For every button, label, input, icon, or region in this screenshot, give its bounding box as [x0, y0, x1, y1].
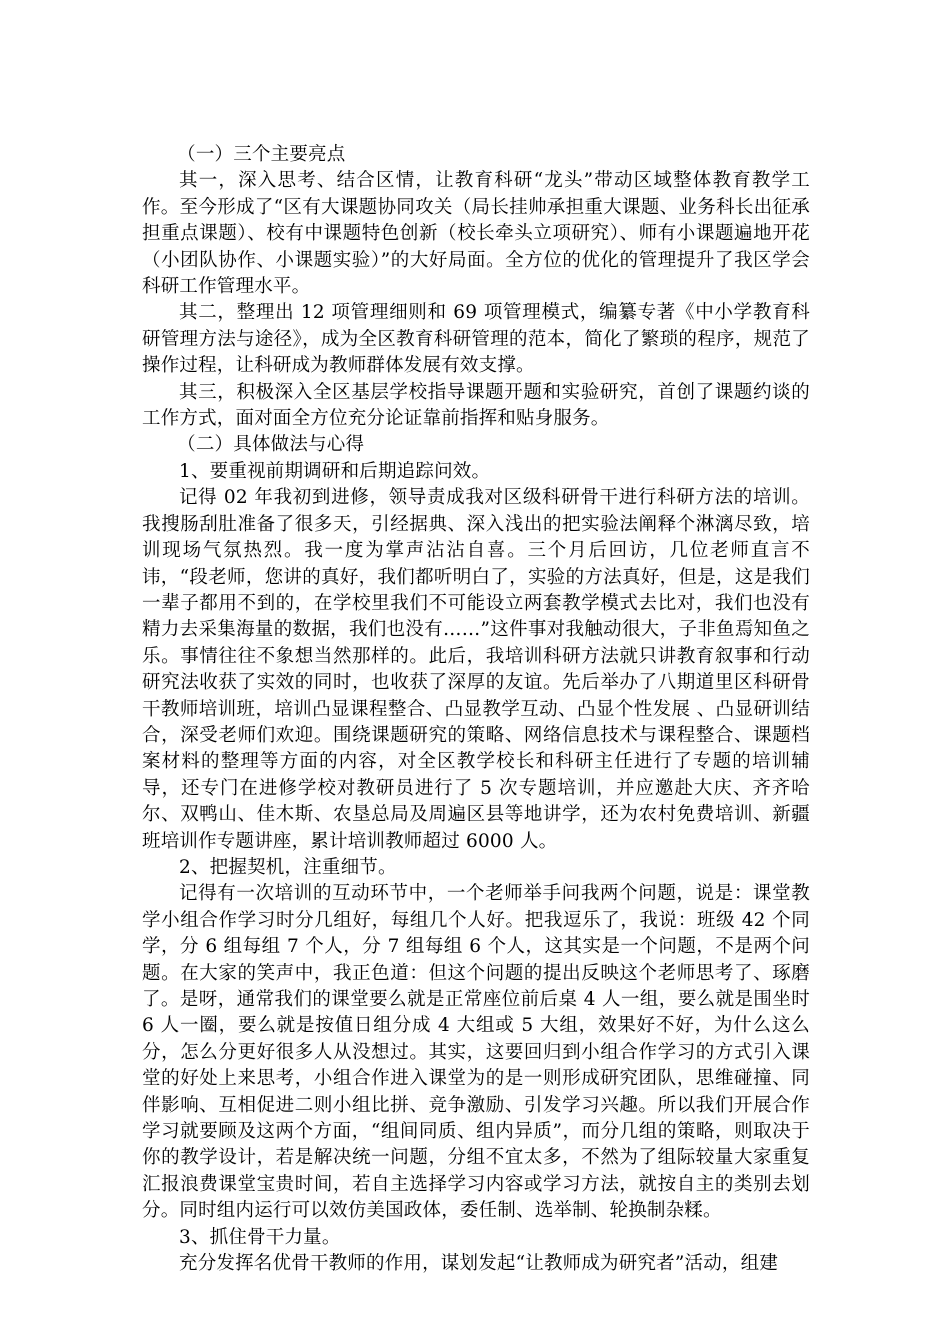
document-body [142, 142, 810, 1277]
paragraph-point-one: 其一，深入思考、结合区情，让教育科研“龙头”带动区域整体教育教学工作。至今形成了“区有大课题协同攻关（局长挂帅承担重大课题、业务科长出征承担重点课题）、校有中课题特色创新（校长牵头立项研究）、师有小课题遍地开花（小团队协作、小课题实验）”的大好局面。全方位的优化的管理提升了我区学会科研工作管理水平。 [142, 170, 810, 298]
paragraph-point-three: 其三，积极深入全区基层学校指导课题开题和实验研究，首创了课题约谈的工作方式，面对面全方位充分论证靠前指挥和贴身服务。 [142, 381, 810, 430]
subheading-research: 1、要重视前期调研和后期追踪问效。 [179, 460, 491, 482]
section-heading-practices: （二）具体做法与心得 [177, 434, 365, 456]
section-heading-highlights: （一）三个主要亮点 [177, 144, 346, 165]
subheading-backbone: 3、抓住骨干力量。 [179, 1226, 341, 1248]
paragraph-point-two: 其二，整理出 12 项管理细则和 69 项管理模式，编纂专著《中小学教育科研管理方法与途径》，成为全区教育科研管理的范本，简化了繁琐的程序，规范了操作过程，让科研成为教师群体发展有效支撑。 [142, 302, 810, 377]
subheading-details: 2、把握契机，注重细节。 [179, 856, 397, 878]
paragraph-group-story: 记得有一次培训的互动环节中，一个老师举手问我两个问题，说是：课堂教学小组合作学习时分几组好，每组几个人好。把我逗乐了，我说：班级 42 个同学，分 6 组每组 7 个人，分 7 组每组 6 个人，这其实是一个问题，不是两个问题。在大家的笑声中，我正色道：但这个问题的提出反映这个老师思考了、琢磨了。是呀，通常我们的课堂要么就是正常座位前后桌 4 人一组，要么就是围坐时 6 人一圈，要么就是按值日组分成 4 大组或 5 大组，效果好不好，为什么这么分，怎么分更好很多人从没想过。其实，这要回归到小组合作学习的方式引入课堂的好处上来思考，小组合作进入课堂为的是一则形成研究团队，思维碰撞、同伴影响、互相促进二则小组比拼、竞争激励、引发学习兴趣。所以我们开展合作学习就要顾及这两个方面，“组间同质、组内异质”，而分几组的策略，则取决于你的教学设计，若是解决统一问题，分组不宜太多，不然为了组际较量大家重复汇报浪费课堂宝贵时间，若自主选择学习内容或学习方法，就按自主的类别去划分。同时组内运行可以效仿美国政体，委任制、选举制、轮换制杂糅。 [142, 883, 810, 1222]
paragraph-backbone: 充分发挥名优骨干教师的作用，谋划发起“让教师成为研究者”活动，组建 [179, 1253, 779, 1275]
paragraph-training-story: 记得 02 年我初到进修，领导责成我对区级科研骨干进行科研方法的培训。我搜肠刮肚准备了很多天，引经据典、深入浅出的把实验法阐释个淋漓尽致，培训现场气氛热烈。我一度为掌声沾沾自喜。三个月后回访，几位老师直言不讳，“段老师，您讲的真好，我们都听明白了，实验的方法真好，但是，这是我们一辈子都用不到的，在学校里我们不可能设立两套教学模式去比对，我们也没有精力去采集海量的数据，我们也没有……”这件事对我触动很大，子非鱼焉知鱼之乐。事情往往不象想当然那样的。此后，我培训科研方法就只讲教育叙事和行动研究法收获了实效的同时，也收获了深厚的友谊。先后举办了八期道里区科研骨干教师培训班，培训凸显课程整合、凸显教学互动、凸显个性发展 、凸显研训结合，深受老师们欢迎。围绕课题研究的策略、网络信息技术与课程整合、课题档案材料的整理等方面的内容，对全区教学校长和科研主任进行了专题的培训辅导，还专门在进修学校对教研员进行了 5 次专题培训，并应邀赴大庆、齐齐哈尔、双鸭山、佳木斯、农垦总局及周遍区县等地讲学，还为农村免费培训、新疆班培训作专题讲座，累计培训教师超过 6000 人。 [142, 487, 811, 852]
